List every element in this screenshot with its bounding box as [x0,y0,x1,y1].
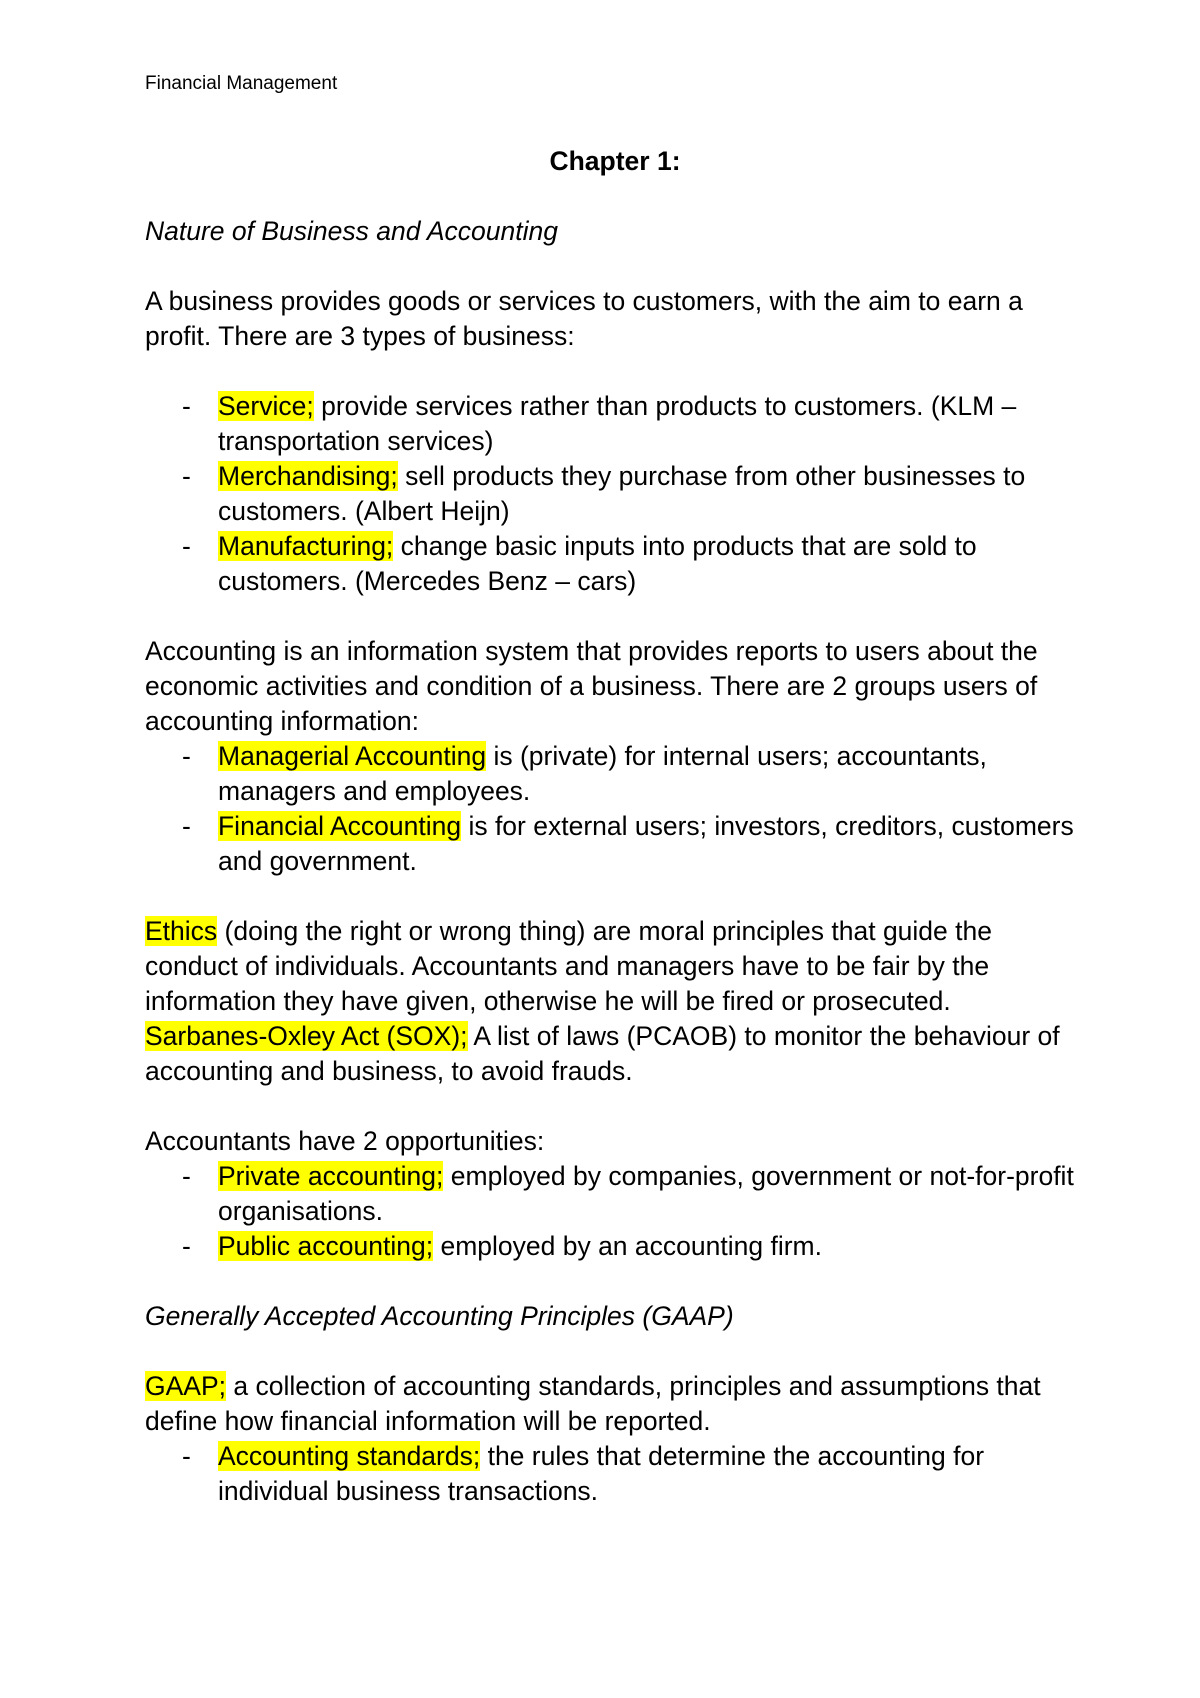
highlighted-term: Sarbanes-Oxley Act (SOX); [145,1021,468,1051]
highlighted-term: Service; [218,391,314,421]
term-description: a collection of accounting standards, principles and assumptions that define how financial information will be reported. [145,1371,1041,1436]
list-item [145,459,1085,529]
list-item [145,1439,1085,1509]
list-item [145,529,1085,599]
document-body [145,144,1085,1509]
highlighted-term: Ethics [145,916,218,946]
business-intro-paragraph: A business provides goods or services to customers, with the aim to earn a profit. There are 3 types of business: [145,286,1023,351]
bullet-dash: - [182,1441,191,1471]
gaap-items-list [145,1439,1085,1509]
business-types-list [145,389,1085,599]
section-heading-gaap: Generally Accepted Accounting Principles (GAAP) [145,1301,734,1331]
term-description: provide services rather than products to customers. (KLM – transportation services) [218,391,1017,456]
bullet-dash: - [182,811,191,841]
list-item [145,809,1085,879]
bullet-dash: - [182,531,191,561]
list-item [145,389,1085,459]
bullet-dash: - [182,461,191,491]
opportunities-list [145,1159,1085,1264]
highlighted-term: Public accounting; [218,1231,434,1261]
bullet-dash: - [182,741,191,771]
term-description: sell products they purchase from other businesses to customers. (Albert Heijn) [218,461,1026,526]
bullet-dash: - [182,1231,191,1261]
term-description: is (private) for internal users; accountants, managers and employees. [218,741,987,806]
gaap-paragraph [145,1369,1085,1439]
bullet-dash: - [182,1161,191,1191]
list-item [145,1229,1085,1264]
bullet-dash: - [182,391,191,421]
highlighted-term: Merchandising; [218,461,398,491]
term-description: change basic inputs into products that are sold to customers. (Mercedes Benz – cars) [218,531,977,596]
highlighted-term: Accounting standards; [218,1441,481,1471]
opportunities-intro: Accountants have 2 opportunities: [145,1126,545,1156]
section-heading-nature: Nature of Business and Accounting [145,216,558,246]
highlighted-term: Managerial Accounting [218,741,487,771]
term-description: the rules that determine the accounting for individual business transactions. [218,1441,985,1506]
list-item [145,1159,1085,1229]
sox-paragraph [145,1019,1085,1089]
chapter-title: Chapter 1: [549,146,681,176]
term-description: is for external users; investors, creditors, customers and government. [218,811,1074,876]
ethics-paragraph [145,914,1085,1019]
term-description: A list of laws (PCAOB) to monitor the behaviour of accounting and business, to avoid frauds. [145,1021,1060,1086]
list-item [145,739,1085,809]
term-description: employed by companies, government or not-for-profit organisations. [218,1161,1074,1226]
highlighted-term: Manufacturing; [218,531,394,561]
accounting-users-list [145,739,1085,879]
highlighted-term: Financial Accounting [218,811,462,841]
page-header: Financial Management [145,73,338,94]
term-description: (doing the right or wrong thing) are moral principles that guide the conduct of individuals. Accountants and managers have to be fair by the information they have given, otherwise he will be fired or prosecuted. [145,916,992,1016]
highlighted-term: Private accounting; [218,1161,444,1191]
term-description: employed by an accounting firm. [433,1231,822,1261]
accounting-intro-paragraph: Accounting is an information system that provides reports to users about the economic activities and condition of a business. There are 2 groups users of accounting information: [145,636,1038,736]
highlighted-term: GAAP; [145,1371,227,1401]
